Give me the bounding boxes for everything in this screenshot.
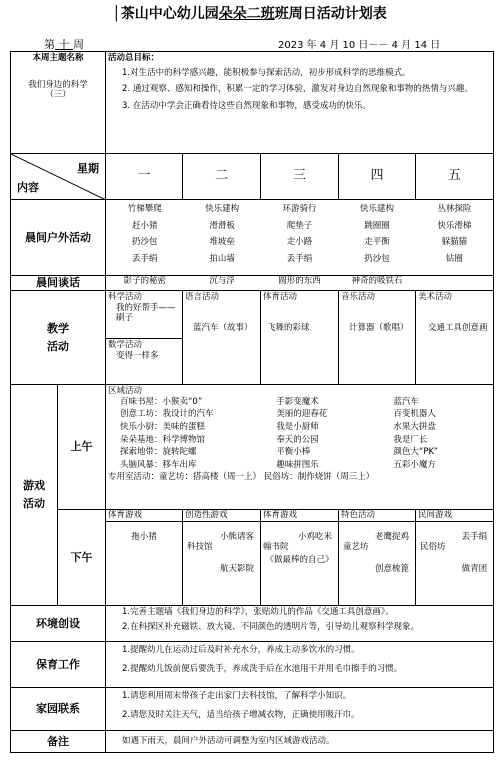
goals-cell — [106, 52, 494, 154]
teaching-cell-wed — [261, 291, 339, 385]
outdoor-activity: 走平衡 — [364, 237, 390, 248]
family-item: 2.请您及时关注天气，适当给孩子增减衣物，正确使用吸汗巾。 — [122, 709, 360, 720]
outdoor-activity: 堆坡垒 — [209, 237, 235, 248]
subject-header: 语言活动 — [185, 292, 220, 302]
pm-cell-thu — [339, 510, 416, 606]
am-label: 上午 — [58, 385, 106, 510]
goal-item: 3. 在活动中学会正确看待这些自然现象和事物，感受成功的快乐。 — [122, 100, 371, 111]
pm-header: 民间游戏 — [416, 510, 493, 522]
subject-header: 音乐活动 — [341, 292, 376, 302]
environment-cell — [106, 606, 494, 642]
outdoor-activity: 丢手绢 — [131, 253, 158, 264]
zone-item: 趣味拼图乐 — [276, 459, 319, 470]
care-item: 2.提醒幼儿饭前便后要洗手，养成洗手后在水池甩干并用毛巾擦手的习惯。 — [122, 663, 403, 674]
theme-sub: （三） — [45, 90, 71, 101]
subject-header: 体育活动 — [263, 292, 298, 302]
teaching-cell-tue — [183, 291, 261, 385]
day-header: 一 — [106, 154, 183, 200]
morning-outdoor-label: 晨间户外活动 — [11, 200, 106, 276]
games-label — [11, 385, 58, 606]
zone-item: 蓝汽车 — [393, 396, 419, 407]
subject-title: 飞舞的彩球 — [267, 322, 310, 333]
outdoor-activity: 快乐滑梯 — [437, 220, 472, 231]
theme-cell — [11, 52, 106, 154]
morning-outdoor-grid — [106, 202, 493, 267]
class-name: 朵朵二班 — [218, 6, 275, 22]
goal-item: 1.对生活中的科学感兴趣，能积极参与探索活动，初步形成科学的思维模式。 — [122, 67, 411, 78]
teaching-math — [106, 339, 182, 362]
pm-line: 做青团 — [461, 563, 488, 574]
pm-line: 创意梳篦 — [375, 563, 410, 574]
zone-item: 平衡小棒 — [276, 447, 311, 458]
zone-item: 我是厂长 — [393, 434, 428, 445]
remark-text: 如遇下雨天，晨间户外活动可调整为室内区域游戏活动。 — [122, 736, 335, 747]
care-item: 1.提醒幼儿在运动过后及时补充水分，养成主动多饮水的习惯。 — [122, 645, 360, 655]
title-prefix: │茶山中心幼儿园 — [112, 6, 219, 22]
day-header: 五 — [416, 154, 494, 200]
pm-line — [418, 553, 491, 564]
teaching-cell-fri — [416, 291, 494, 385]
week-number: 十 — [58, 38, 70, 51]
subject-header: 数学活动 — [108, 340, 143, 350]
week-label: 第 — [44, 38, 55, 51]
pm-line: 航天影院 — [220, 563, 255, 574]
pm-header: 体育游戏 — [261, 510, 338, 522]
environment-item: 2.在科探区补充磁铁、放大镜、不同颜色的透明片等，引导幼儿观察科学现象。 — [122, 621, 420, 632]
family-item: 1.请您利用周末带孩子走出家门去科技馆，了解科学小知识。 — [122, 691, 352, 701]
special-room-line: 专用室活动：童艺坊：搭高楼（周一上） 民俗坊：制作烧饼（周三上） — [108, 472, 375, 483]
environment-label: 环境创设 — [11, 606, 106, 642]
pm-line: 小鸡吃米 — [298, 531, 333, 542]
day-header: 四 — [339, 154, 416, 200]
outdoor-activity: 丛林探险 — [437, 204, 472, 214]
subject-title: 我的好帮手——刷子 — [116, 302, 176, 324]
environment-item: 1.完善主题墙《我们身边的科学》，张贴幼儿的作品《交通工具创意画》。 — [122, 607, 394, 617]
family-label: 家园联系 — [11, 688, 106, 731]
zone-grid — [108, 397, 491, 471]
zone-item: 手影变魔术 — [276, 396, 319, 407]
pm-line: 民俗坊 — [420, 542, 446, 553]
pm-line: 《做最棒的自己》 — [265, 554, 334, 565]
zone-item: 头脑风暴：移车出库 — [120, 459, 197, 470]
zone-item: 朵朵基地：科学博物馆 — [120, 434, 206, 445]
talk-topic: 影子的秘密 — [123, 276, 166, 286]
talk-topic: 圆形的东西 — [278, 276, 321, 286]
teaching-label — [11, 291, 106, 385]
zone-item: 奉天的公园 — [276, 434, 319, 445]
weekday-corner — [11, 154, 106, 200]
zone-item: 我是小厨师 — [276, 421, 319, 432]
morning-outdoor-cell — [106, 200, 494, 276]
zone-item: 创意工坊：我设计的汽车 — [120, 409, 214, 420]
outdoor-activity: 爬垫子 — [286, 220, 313, 231]
outdoor-activity: 竹梯攀爬 — [127, 204, 162, 214]
morning-talk-label: 晨间谈话 — [11, 276, 106, 291]
zone-item: 快乐小厨：美味的蛋糕 — [120, 421, 206, 432]
outdoor-activity: 环游骑行 — [282, 204, 317, 214]
outdoor-activity: 快乐建构 — [359, 204, 394, 214]
pm-line: 翰书院 — [263, 542, 289, 553]
zone-item: 百味书屋：小猴卖“0” — [120, 396, 203, 407]
outdoor-activity: 丢手绢 — [286, 253, 313, 264]
zone-header: 区域活动 — [108, 386, 143, 396]
pm-cell-wed — [261, 510, 339, 606]
talk-topic — [416, 276, 493, 287]
outdoor-activity: 快乐建构 — [205, 204, 240, 214]
pm-line: 拖小猪 — [131, 531, 157, 542]
outdoor-activity: 躲猫猫 — [441, 237, 468, 248]
pm-header: 创造性游戏 — [183, 510, 260, 522]
morning-talk-cell — [106, 276, 494, 291]
pm-header: 特色活动 — [339, 510, 415, 522]
zone-item: 水果大拼盘 — [393, 421, 436, 432]
date-range: 2023 年 4 月 10 日－－ 4 月 14 日 — [278, 40, 441, 51]
zone-item: 五彩小魔方 — [393, 459, 436, 470]
talk-topic: 神奇的吸铁石 — [351, 276, 403, 286]
zone-item: 美丽的迎春花 — [276, 409, 328, 420]
pm-line: 小熊请客 — [220, 531, 255, 542]
teaching-label-text: 教学活动 — [47, 321, 69, 353]
plan-table — [10, 51, 494, 753]
page-title — [0, 3, 499, 23]
family-cell — [106, 688, 494, 731]
week-unit: 周 — [73, 38, 84, 51]
pm-line: 科技馆 — [187, 542, 213, 553]
outdoor-activity: 扔沙包 — [131, 237, 158, 248]
subject-header: 科学活动 — [108, 292, 143, 302]
title-suffix: 班周日活动计划表 — [274, 6, 387, 22]
am-zone-cell — [106, 385, 494, 510]
outdoor-activity: 走小路 — [286, 237, 313, 248]
outdoor-activity: 扔沙包 — [364, 253, 390, 264]
outdoor-activity: 滑滑板 — [209, 220, 235, 231]
neirong-label: 内容 — [17, 181, 39, 195]
care-label: 保育工作 — [11, 642, 106, 688]
pm-label: 下午 — [58, 510, 106, 606]
subject-title: 变得一样多 — [116, 350, 159, 361]
teaching-science — [106, 291, 182, 339]
pm-header: 体育游戏 — [106, 510, 182, 522]
theme-name: 我们身边的科学 — [28, 79, 88, 90]
theme-header: 本周主题名称 — [32, 53, 84, 63]
pm-line: 丢手绢 — [461, 531, 488, 542]
teaching-cell-thu — [339, 291, 416, 385]
pm-line: 童艺坊 — [343, 542, 369, 553]
pm-cell-mon — [106, 510, 183, 606]
pm-line: 老鹰捉鸡 — [375, 531, 410, 542]
day-header: 三 — [261, 154, 339, 200]
pm-cell-tue — [183, 510, 261, 606]
day-header: 二 — [183, 154, 261, 200]
outdoor-activity: 拍山墙 — [209, 253, 235, 264]
pm-line — [185, 553, 258, 564]
teaching-cell-mon — [106, 291, 183, 385]
talk-topic: 沉与浮 — [209, 276, 235, 286]
week-info — [44, 36, 84, 52]
morning-talk-grid — [106, 276, 493, 287]
pm-line — [341, 553, 413, 564]
goal-item: 2. 通过观察、感知和操作，积累一定的学习体验，激发对身边自然现象和事物的热情与兴趣。 — [122, 84, 473, 95]
zone-item: 颜色大“PK” — [393, 447, 439, 458]
outdoor-activity: 跳圈圈 — [364, 220, 390, 231]
pm-cell-fri — [416, 510, 494, 606]
games-label-text: 游戏活动 — [23, 479, 45, 510]
outdoor-activity: 赶小猪 — [131, 220, 158, 231]
subject-title: 交通工具创意画 — [428, 322, 488, 333]
xingqi-label: 星期 — [77, 162, 100, 175]
remark-label: 备注 — [11, 731, 106, 753]
outdoor-activity: 钻圈 — [445, 253, 463, 264]
remark-cell — [106, 731, 494, 753]
zone-item: 探索地带：旋转陀螺 — [120, 447, 197, 458]
subject-title: 计算器（歌唱） — [349, 322, 409, 333]
zone-item: 百变机器人 — [393, 409, 436, 420]
subject-header: 美术活动 — [418, 292, 453, 302]
goals-header: 活动总目标： — [108, 53, 160, 63]
subject-title: 蓝汽车（故事） — [193, 322, 253, 333]
care-cell — [106, 642, 494, 688]
